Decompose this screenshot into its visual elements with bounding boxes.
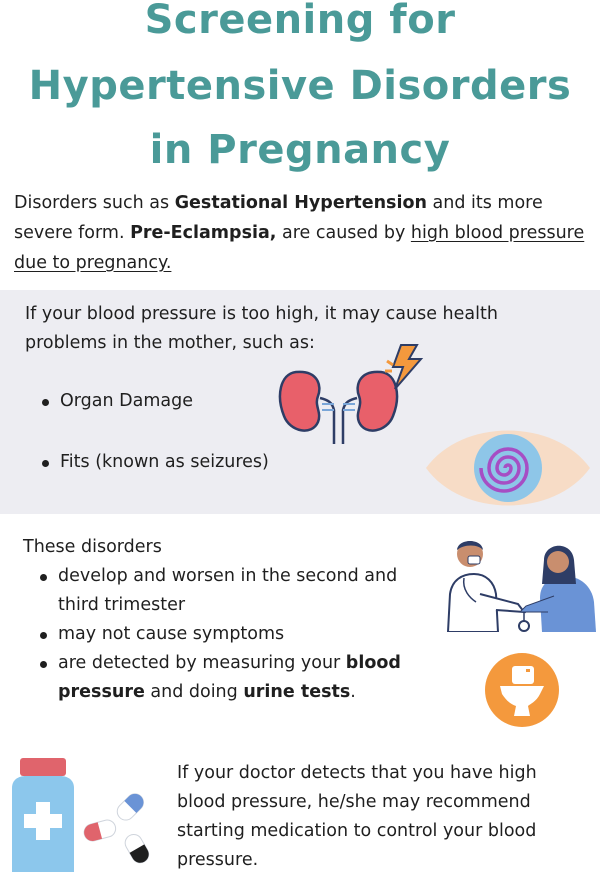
intro-bold-preeclampsia: Pre-Eclampsia,: [130, 223, 277, 243]
intro-bold-gestational: Gestational Hypertension: [174, 193, 427, 213]
title-line-3: in Pregnancy: [149, 127, 451, 173]
medication-text: If your doctor detects that you have high blood pressure, he/she may recommend starting medication to control your blood pressure.: [177, 763, 537, 870]
detected-text-2: and doing: [144, 682, 244, 702]
problem-item-organ-damage: Organ Damage: [42, 387, 193, 416]
disorder-item-symptoms: may not cause symptoms: [38, 620, 423, 649]
intro-text-2: and its more severe form.: [14, 193, 543, 243]
disorders-list: [38, 562, 423, 707]
title-line-1: Screening for: [144, 0, 456, 43]
doctor-patient-icon: [440, 532, 600, 632]
detected-text-1: are detected by measuring your: [58, 653, 346, 673]
toilet-icon: [484, 652, 560, 728]
detected-bold-bp: blood pressure: [58, 653, 401, 702]
disorders-lead: These disorders: [23, 537, 162, 557]
capsules-icon: [80, 786, 150, 866]
eye-spiral-icon: [422, 418, 594, 518]
intro-underlined: high blood pressure due to pregnancy.: [14, 223, 585, 273]
detected-text-3: .: [350, 682, 356, 702]
pill-bottle-icon: [8, 756, 78, 872]
disorder-item-develop: develop and worsen in the second and third trimester: [38, 562, 423, 620]
lightning-icon: [383, 343, 425, 393]
title-line-2: Hypertensive Disorders: [28, 63, 572, 109]
disorder-item-detected: [38, 649, 423, 707]
intro-text-3: are caused by: [276, 223, 411, 243]
intro-paragraph: [14, 188, 589, 278]
problem-item-fits: Fits (known as seizures): [42, 448, 269, 477]
problems-lead: If your blood pressure is too high, it may cause health problems in the mother, such as:: [25, 304, 498, 353]
intro-text-1: Disorders such as: [14, 193, 175, 213]
detected-bold-urine: urine tests: [243, 682, 351, 702]
